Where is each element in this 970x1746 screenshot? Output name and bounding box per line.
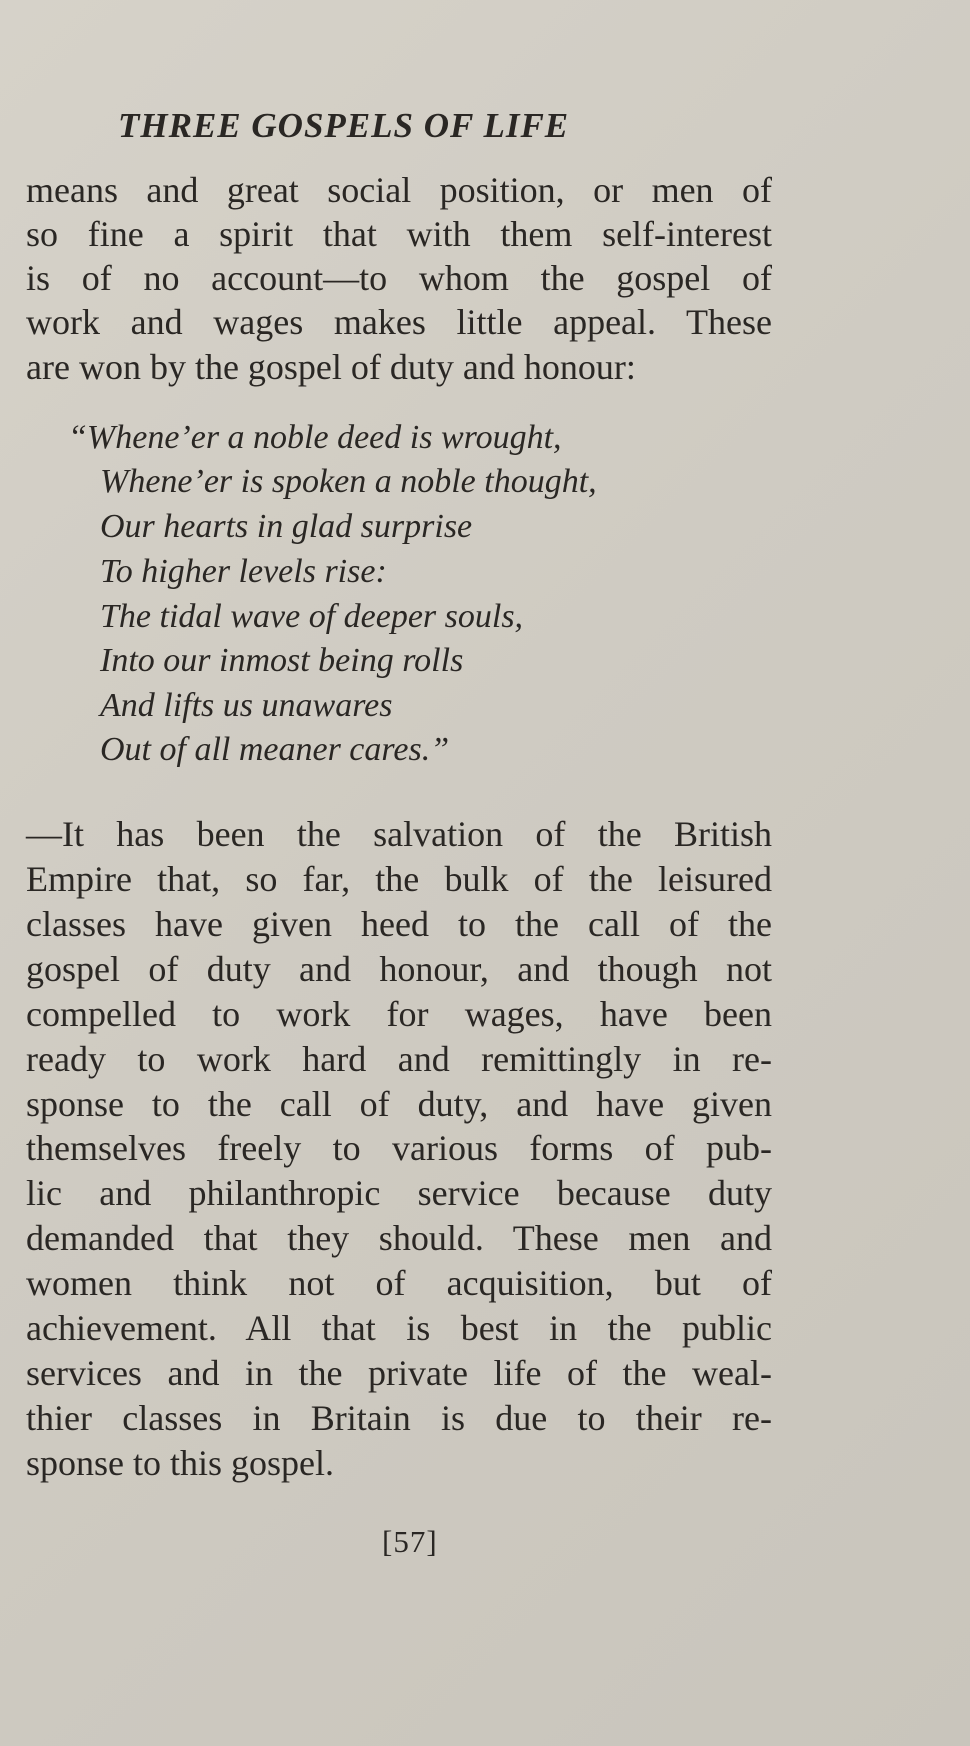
text-line: are won by the gospel of duty and honour: — [26, 347, 636, 387]
verse-line: Into our inmost being rolls — [100, 642, 464, 679]
text-line: achievement. All that is best in the public — [26, 1308, 772, 1348]
text-line: classes have given heed to the call of the — [26, 904, 772, 944]
verse-line: Whene’er is spoken a noble thought, — [100, 463, 597, 500]
text-line: women think not of acquisition, but of — [26, 1263, 772, 1303]
verse-line: And lifts us unawares — [100, 687, 393, 724]
text-line: demanded that they should. These men and — [26, 1218, 772, 1258]
text-line: so fine a spirit that with them self-interest — [26, 214, 772, 254]
text-line: themselves freely to various forms of pub- — [26, 1128, 772, 1168]
text-line: is of no account—to whom the gospel of — [26, 258, 772, 298]
text-line: work and wages makes little appeal. These — [26, 302, 772, 342]
text-line: —It has been the salvation of the British — [26, 814, 772, 854]
running-head: THREE GOSPELS OF LIFE — [118, 106, 570, 145]
text-line: gospel of duty and honour, and though not — [26, 949, 772, 989]
verse-line: To higher levels rise: — [100, 553, 387, 590]
text-line: compelled to work for wages, have been — [26, 994, 772, 1034]
text-line: ready to work hard and remittingly in re- — [26, 1039, 772, 1079]
text-line: services and in the private life of the weal- — [26, 1353, 772, 1393]
verse-line: Our hearts in glad surprise — [100, 508, 473, 545]
text-line: sponse to this gospel. — [26, 1443, 335, 1483]
text-line: thier classes in Britain is due to their re- — [26, 1398, 772, 1438]
text-line: means and great social position, or men of — [26, 170, 772, 210]
verse-line: Out of all meaner cares.” — [100, 731, 450, 768]
page-number: [57] — [382, 1524, 438, 1559]
text-line: sponse to the call of duty, and have given — [26, 1084, 772, 1124]
text-line: lic and philanthropic service because duty — [26, 1173, 772, 1213]
verse-line: “Whene’er a noble deed is wrought, — [68, 419, 562, 456]
verse-line: The tidal wave of deeper souls, — [100, 598, 524, 635]
text-line: Empire that, so far, the bulk of the leisured — [26, 859, 772, 899]
